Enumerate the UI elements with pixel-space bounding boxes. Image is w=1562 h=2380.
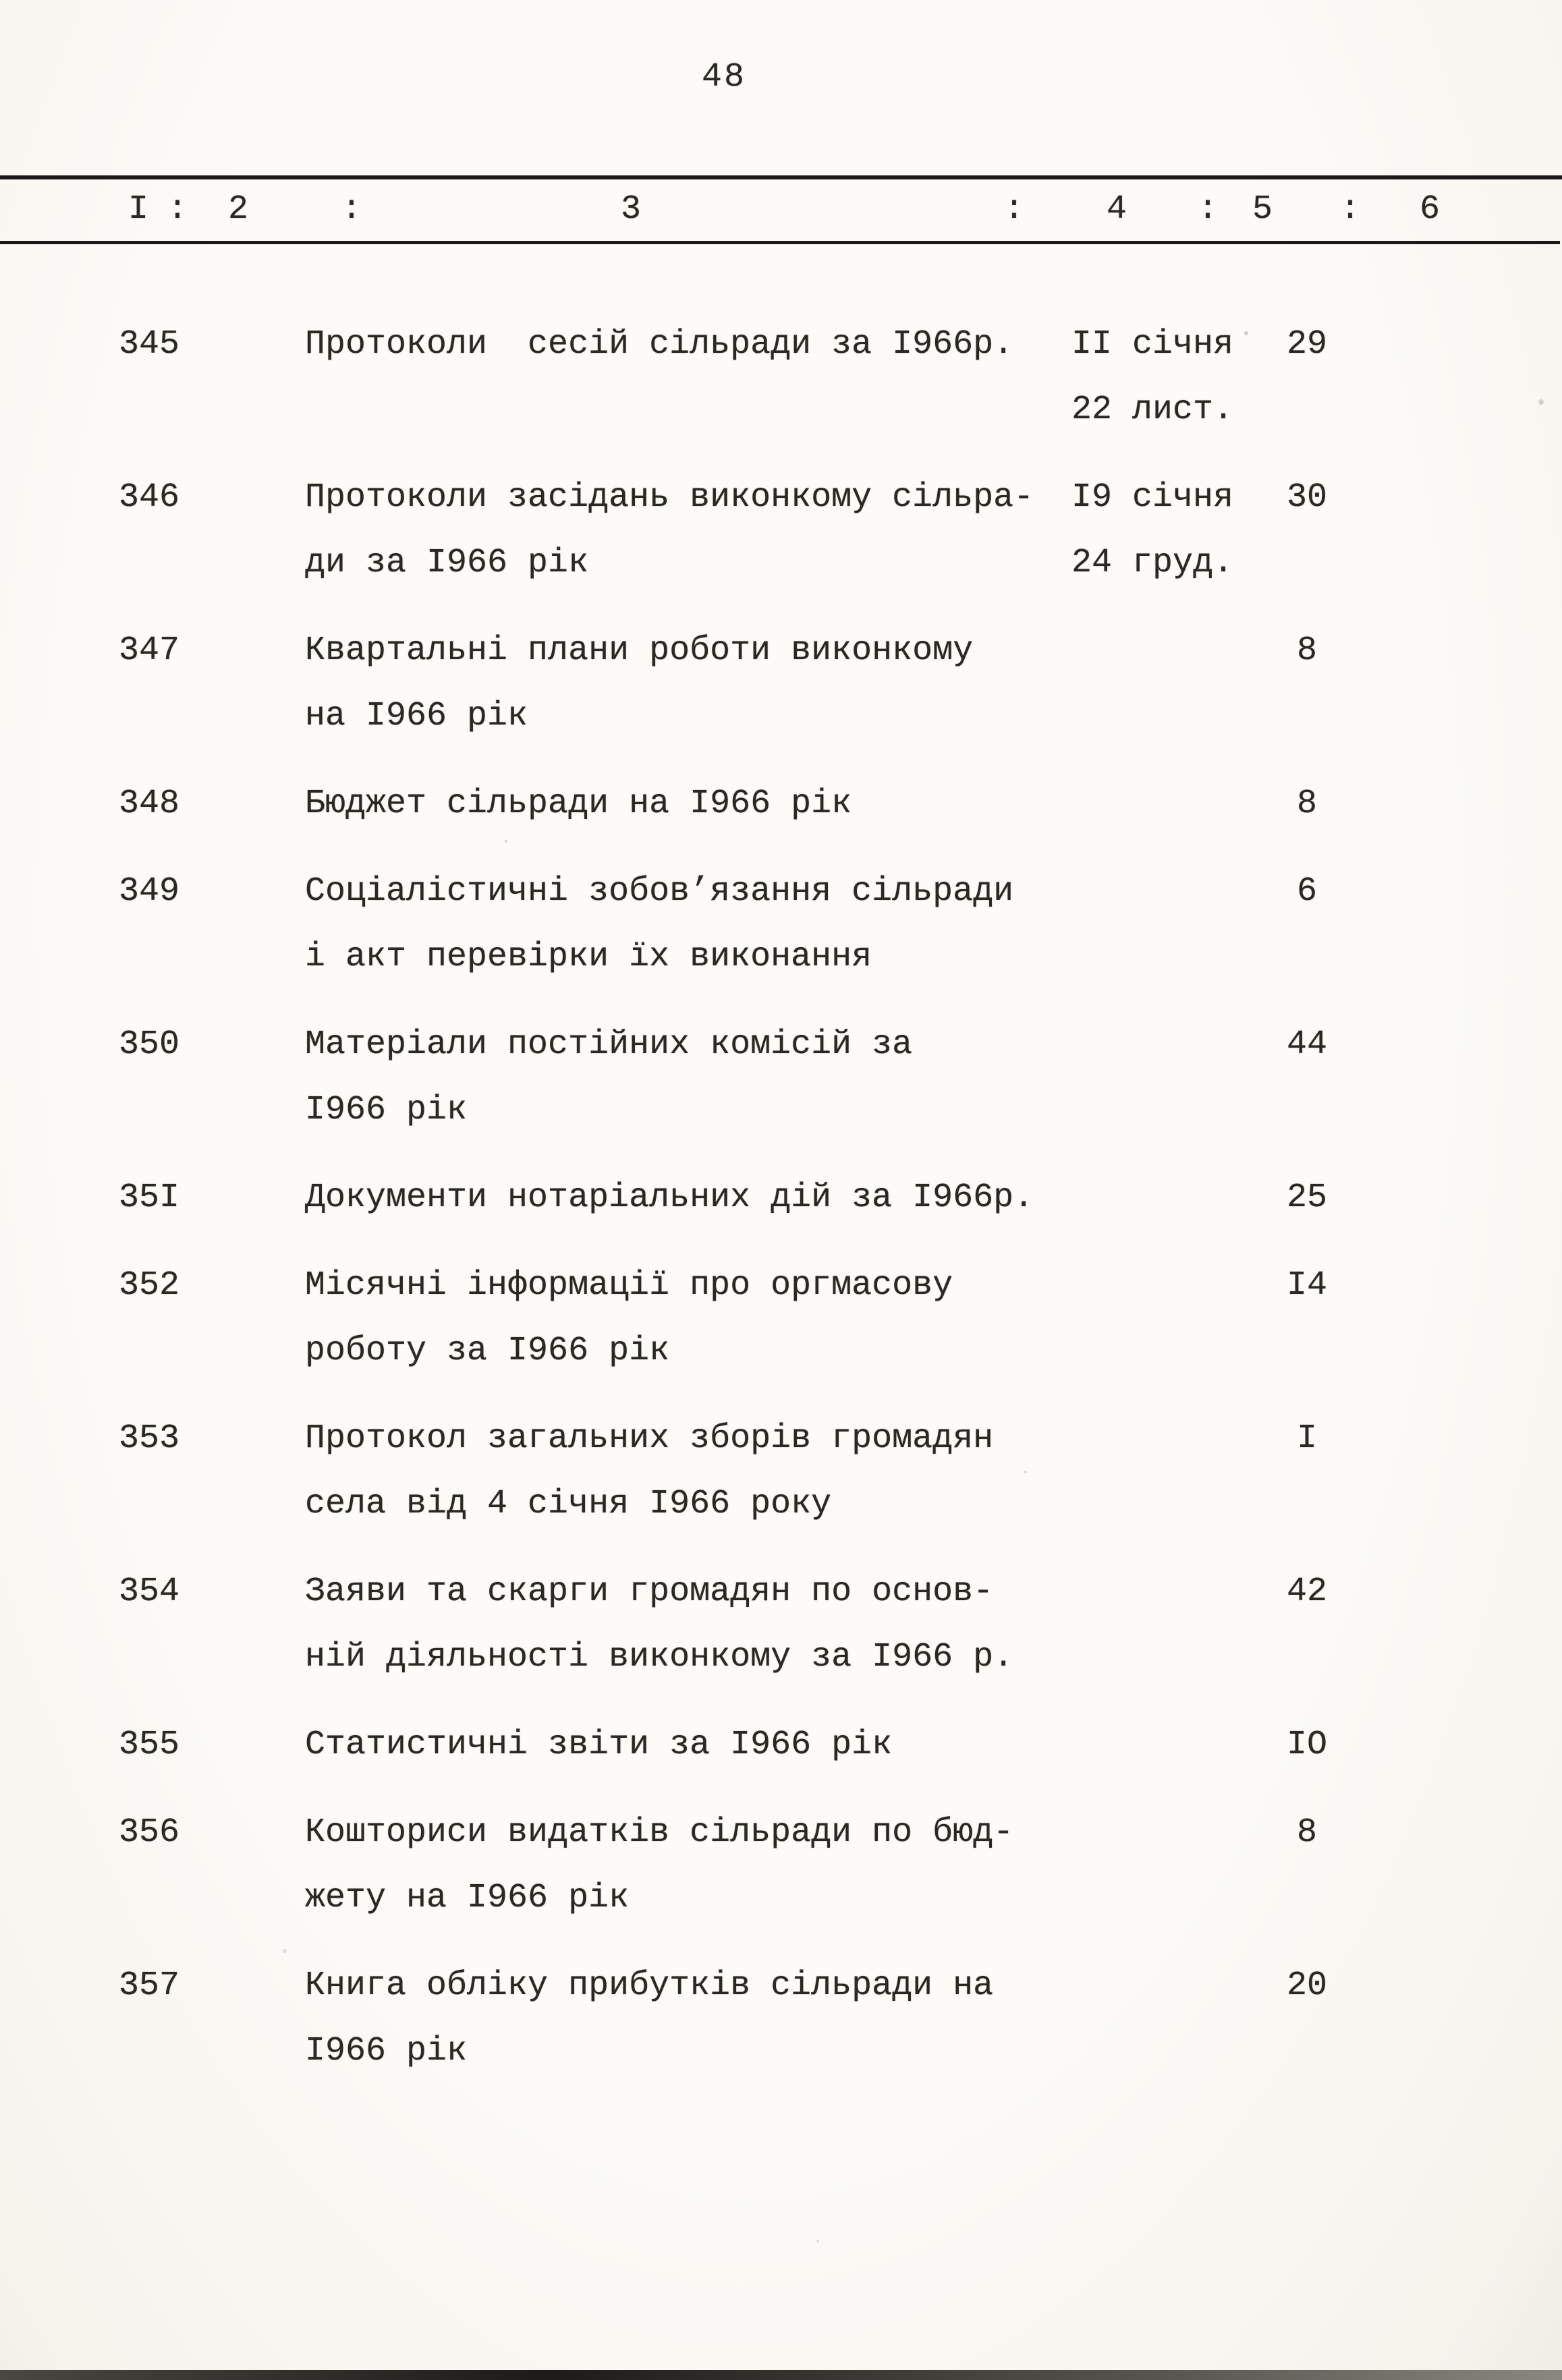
item-title-line: Соціалістичні зобов’язання сільради	[305, 872, 1014, 911]
scan-bottom-edge	[0, 2370, 1562, 2380]
table-row	[0, 1559, 1562, 1690]
item-number: 356	[119, 1813, 180, 1852]
table-header-row	[0, 183, 1562, 240]
item-title-line: Статистичні звіти за I966 рік	[305, 1726, 893, 1764]
item-number: 350	[119, 1025, 180, 1064]
item-number: 349	[119, 872, 180, 911]
column-header-5: 5	[1252, 190, 1273, 229]
item-dates	[1071, 465, 1274, 596]
column-header-2: 2	[228, 190, 249, 229]
item-title	[305, 771, 1101, 837]
item-number: 354	[119, 1572, 180, 1611]
item-title	[305, 312, 1101, 377]
item-number: 352	[119, 1266, 180, 1305]
column-separator: :	[1198, 190, 1219, 229]
item-number: 347	[119, 631, 180, 670]
table-row	[0, 1953, 1562, 2084]
table-row	[0, 1406, 1562, 1537]
column-header-3: 3	[621, 190, 642, 229]
table-row	[0, 1165, 1562, 1230]
table-row	[0, 465, 1562, 596]
item-number: 346	[119, 478, 180, 517]
item-title	[305, 1012, 1101, 1143]
item-title-line: I966 рік	[305, 2032, 468, 2070]
item-number: 357	[119, 1966, 180, 2005]
item-title-line: Протокол загальних зборів громадян	[305, 1419, 994, 1458]
table-top-rule	[0, 175, 1562, 179]
item-sheet-count: I4	[1286, 1266, 1327, 1305]
item-date-line: II січня	[1071, 325, 1234, 364]
item-title-line: Бюджет сільради на I966 рік	[305, 785, 852, 823]
item-title-line: Квартальні плани роботи виконкому	[305, 631, 974, 670]
page-number: 48	[702, 58, 747, 96]
item-title-line: ди за I966 рік	[305, 544, 589, 582]
item-sheet-count: 8	[1296, 785, 1317, 823]
table-row	[0, 312, 1562, 443]
item-title-line: ній діяльності виконкому за I966 р.	[305, 1638, 1014, 1676]
inventory-rows	[0, 312, 1562, 2106]
item-title-line: I966 рік	[305, 1091, 468, 1129]
item-sheet-count: 8	[1296, 631, 1317, 670]
item-title-line: Документи нотаріальних дій за I966р.	[305, 1179, 1034, 1217]
item-sheet-count: 6	[1296, 872, 1317, 911]
item-title	[305, 465, 1101, 596]
item-title	[305, 859, 1101, 990]
item-date-line: I9 січня	[1071, 478, 1234, 517]
column-header-4: 4	[1107, 190, 1127, 229]
table-row	[0, 1800, 1562, 1931]
item-sheet-count: 25	[1286, 1179, 1327, 1217]
table-row	[0, 771, 1562, 837]
item-title-line: Кошториси видатків сільради по бюд-	[305, 1813, 1014, 1852]
item-title-line: села від 4 січня I966 року	[305, 1485, 832, 1523]
column-separator: :	[341, 190, 362, 229]
item-title-line: Книга обліку прибутків сільради на	[305, 1966, 994, 2005]
item-number: 348	[119, 785, 180, 823]
item-title-line: Матеріали постійних комісій за	[305, 1025, 913, 1064]
item-number: 35I	[119, 1179, 180, 1217]
item-title	[305, 1800, 1101, 1931]
table-header-rule	[0, 241, 1560, 244]
column-header-6: 6	[1420, 190, 1441, 229]
item-sheet-count: IO	[1286, 1726, 1327, 1764]
item-title	[305, 618, 1101, 749]
item-title-line: Протоколи засідань виконкому сільра-	[305, 478, 1034, 517]
item-title-line: роботу за I966 рік	[305, 1332, 670, 1370]
item-title	[305, 1953, 1101, 2084]
item-sheet-count: 30	[1286, 478, 1327, 517]
item-title-line: Заяви та скарги громадян по основ-	[305, 1572, 994, 1611]
item-number: 353	[119, 1419, 180, 1458]
item-title	[305, 1253, 1101, 1384]
item-sheet-count: 29	[1286, 325, 1327, 364]
item-number: 345	[119, 325, 180, 364]
item-title-line: і акт перевірки їх виконання	[305, 938, 872, 976]
item-sheet-count: I	[1296, 1419, 1317, 1458]
item-title	[305, 1559, 1101, 1690]
column-header-1: I	[128, 190, 149, 229]
item-sheet-count: 44	[1286, 1025, 1327, 1064]
item-sheet-count: 8	[1296, 1813, 1317, 1852]
item-title-line: жету на I966 рік	[305, 1879, 630, 1917]
item-title	[305, 1712, 1101, 1778]
item-title	[305, 1165, 1101, 1230]
item-title-line: Місячні інформації про оргмасову	[305, 1266, 953, 1305]
item-title	[305, 1406, 1101, 1537]
item-sheet-count: 42	[1286, 1572, 1327, 1611]
item-date-line: 22 лист.	[1071, 391, 1234, 429]
column-separator: :	[167, 190, 188, 229]
item-title-line: на I966 рік	[305, 697, 528, 735]
item-date-line: 24 груд.	[1071, 544, 1234, 582]
scan-speckles	[0, 0, 3, 3]
item-title-line: Протоколи сесій сільради за I966р.	[305, 325, 1014, 364]
item-dates	[1071, 312, 1274, 443]
table-row	[0, 618, 1562, 749]
column-separator: :	[1340, 190, 1361, 229]
item-number: 355	[119, 1726, 180, 1764]
column-separator: :	[1004, 190, 1025, 229]
table-row	[0, 1012, 1562, 1143]
item-sheet-count: 20	[1286, 1966, 1327, 2005]
table-row	[0, 859, 1562, 990]
table-row	[0, 1253, 1562, 1384]
table-row	[0, 1712, 1562, 1778]
